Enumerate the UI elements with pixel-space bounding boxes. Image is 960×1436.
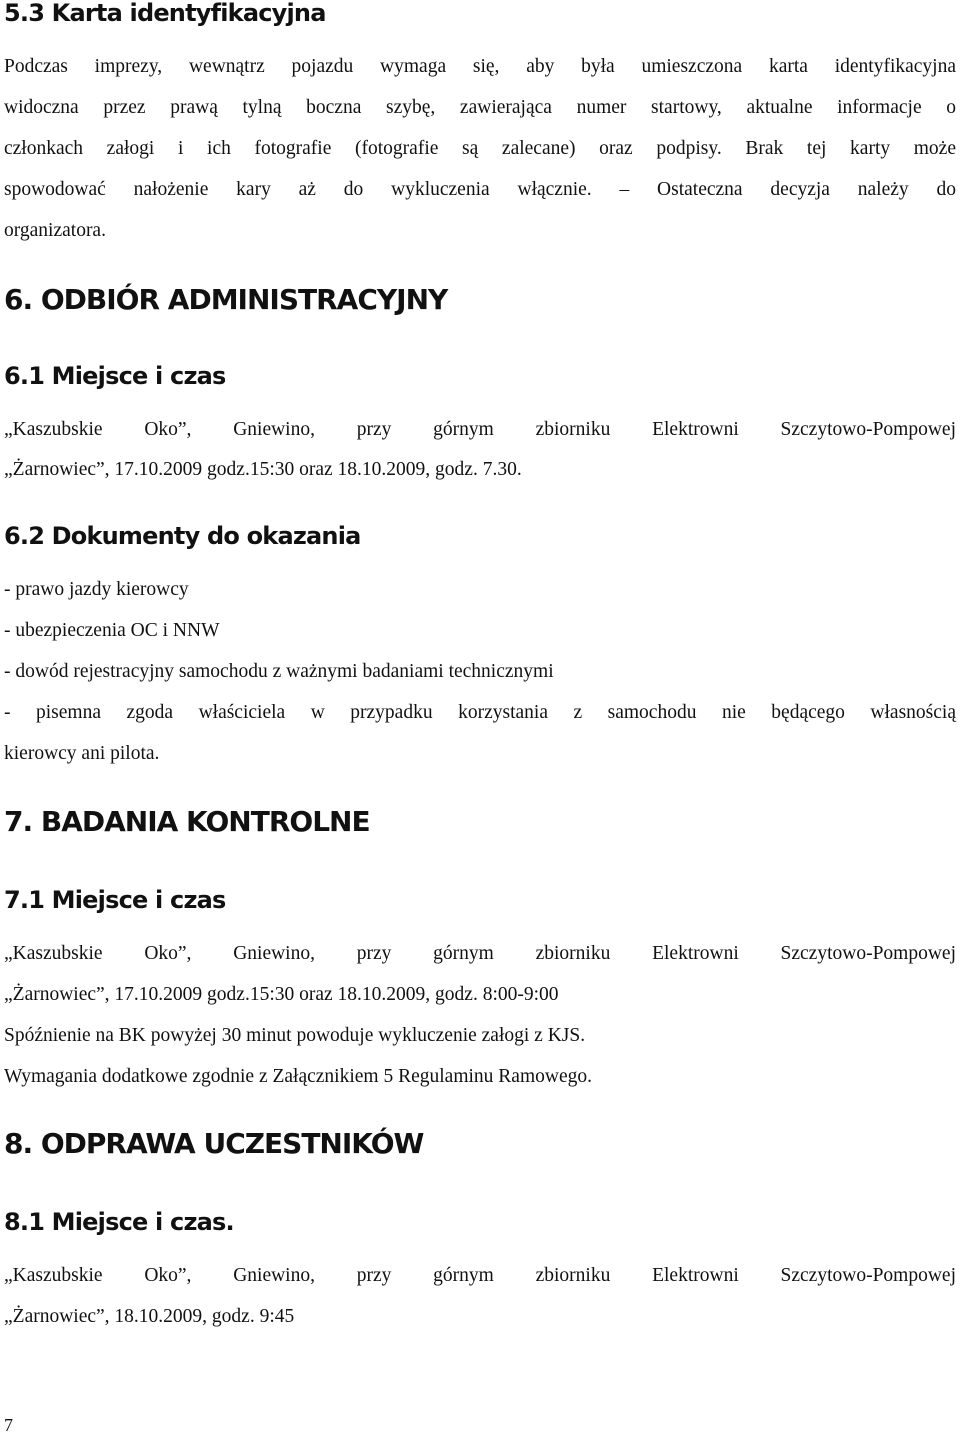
paragraph-line: członkach załogi i ich fotografie (fotografie są zalecane) oraz podpisy. Brak tej karty może: [4, 138, 956, 159]
paragraph-line: „Żarnowiec”, 17.10.2009 godz.15:30 oraz 18.10.2009, godz. 8:00-9:00: [4, 984, 559, 1005]
paragraph-line: „Żarnowiec”, 17.10.2009 godz.15:30 oraz 18.10.2009, godz. 7.30.: [4, 459, 522, 480]
section-8-1-heading: 8.1 Miejsce i czas.: [4, 1208, 234, 1236]
section-7-heading: 7. BADANIA KONTROLNE: [4, 805, 370, 838]
section-8-heading: 8. ODPRAWA UCZESTNIKÓW: [4, 1127, 424, 1160]
paragraph-line: spowodować nałożenie kary aż do wykluczenia włącznie. – Ostateczna decyzja należy do: [4, 179, 956, 200]
list-item: kierowcy ani pilota.: [4, 743, 160, 764]
section-5-3-heading: 5.3 Karta identyfikacyjna: [4, 0, 326, 27]
list-item: - dowód rejestracyjny samochodu z ważnymi badaniami technicznymi: [4, 661, 554, 682]
list-item: - pisemna zgoda właściciela w przypadku korzystania z samochodu nie będącego własnością: [4, 702, 956, 723]
section-6-2-heading: 6.2 Dokumenty do okazania: [4, 522, 361, 550]
paragraph-line: „Kaszubskie Oko”, Gniewino, przy górnym zbiorniku Elektrowni Szczytowo-Pompowej: [4, 943, 956, 964]
paragraph-line: „Kaszubskie Oko”, Gniewino, przy górnym zbiorniku Elektrowni Szczytowo-Pompowej: [4, 419, 956, 440]
paragraph-line: Wymagania dodatkowe zgodnie z Załącznikiem 5 Regulaminu Ramowego.: [4, 1066, 592, 1087]
page-number: 7: [4, 1415, 13, 1435]
section-7-1-heading: 7.1 Miejsce i czas: [4, 886, 226, 914]
paragraph-line: „Żarnowiec”, 18.10.2009, godz. 9:45: [4, 1306, 295, 1327]
paragraph-line: Podczas imprezy, wewnątrz pojazdu wymaga się, aby była umieszczona karta identyfikacyjna: [4, 56, 956, 77]
list-item: - prawo jazdy kierowcy: [4, 579, 189, 600]
list-item: - ubezpieczenia OC i NNW: [4, 620, 220, 641]
paragraph-line: widoczna przez prawą tylną boczna szybę, zawierająca numer startowy, aktualne informacje o: [4, 97, 956, 118]
paragraph-line: organizatora.: [4, 220, 106, 241]
section-6-heading: 6. ODBIÓR ADMINISTRACYJNY: [4, 283, 448, 316]
paragraph-line: „Kaszubskie Oko”, Gniewino, przy górnym zbiorniku Elektrowni Szczytowo-Pompowej: [4, 1265, 956, 1286]
paragraph-line: Spóźnienie na BK powyżej 30 minut powoduje wykluczenie załogi z KJS.: [4, 1025, 586, 1046]
section-6-1-heading: 6.1 Miejsce i czas: [4, 362, 226, 390]
